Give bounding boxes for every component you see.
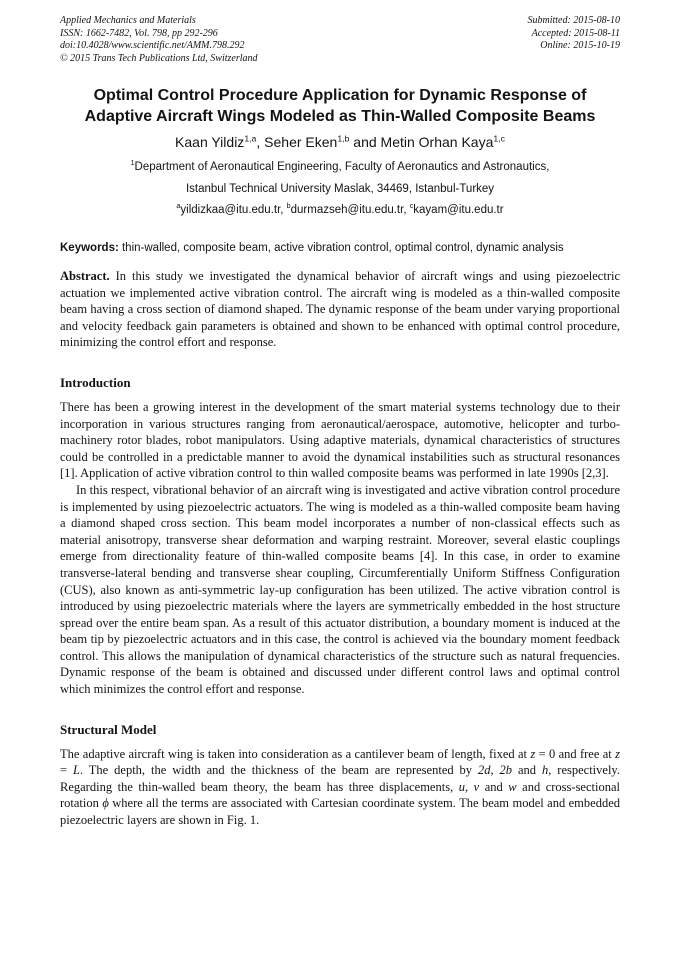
variable-z: z — [615, 746, 620, 761]
journal-header-right — [528, 15, 621, 65]
author-2-name: Seher Eken — [264, 134, 338, 150]
structural-text-segment: where all the terms are associated with Cartesian coordinate system. The beam model and embedded piezoelectric layers are shown in Fig. 1. — [60, 796, 620, 828]
keywords-text: thin-walled, composite beam, active vibration control, optimal control, dynamic analysis — [118, 242, 564, 254]
affiliation-superscript: 1 — [130, 159, 135, 168]
journal-name: Applied Mechanics and Materials — [60, 15, 196, 26]
author-emails — [60, 204, 620, 216]
section-heading-introduction: Introduction — [60, 374, 131, 390]
variable-2d: 2d — [477, 763, 491, 778]
structural-text-segment: = — [60, 763, 73, 778]
structural-text-segment: and cross-sectional rotation — [60, 779, 620, 811]
email-2-superscript: b — [286, 202, 291, 211]
affiliation-department: Department of Aeronautical Engineering, Faculty of Aeronautics and Astronautics, — [134, 161, 550, 173]
structural-text-segment: = 0 and free at — [535, 746, 616, 761]
variable-2b: 2b — [499, 763, 513, 778]
author-separator: and — [349, 134, 381, 150]
paper-title-line1: Optimal Control Procedure Application for Dynamic Response of — [93, 87, 587, 104]
structural-text-segment: The adaptive aircraft wing is taken into consideration as a cantilever beam of length, fixed at — [60, 746, 531, 761]
structural-model-paragraph — [60, 746, 620, 829]
author-1-superscript: 1,a — [244, 133, 257, 144]
variable-w: w — [508, 779, 517, 794]
email-3: kayam@itu.edu.tr — [413, 204, 504, 216]
structural-text-segment: and — [479, 779, 509, 794]
keywords-line — [60, 242, 620, 254]
abstract-text: In this study we investigated the dynamical behavior of aircraft wings and using piezoelectric actuation we implemented active vibration control. The aircraft wing is modeled as a thin-walled composite beam having a cross section of diamond shaped. The dynamic response of the beam under varying proportional and velocity feedback gain parameters is obtained and shown to be enhanced with optimal control procedure, minimizing the control effort and response. — [60, 269, 620, 350]
structural-text-segment: , — [490, 763, 500, 778]
affiliation-line2: Istanbul Technical University Maslak, 34469, Istanbul-Turkey — [185, 183, 495, 195]
author-2-superscript: 1,b — [337, 133, 350, 144]
author-3-superscript: 1,c — [493, 133, 505, 144]
keywords-label: Keywords: — [60, 242, 119, 254]
variable-phi: ϕ — [102, 796, 109, 811]
online-date: Online: 2015-10-19 — [540, 40, 620, 51]
paper-title-line2: Adaptive Aircraft Wings Modeled as Thin-Walled Composite Beams — [84, 108, 596, 125]
author-separator: , — [256, 134, 265, 150]
structural-text-segment: and — [512, 763, 542, 778]
variable-v: v — [473, 779, 480, 794]
structural-text-segment: , respectively. Regarding the thin-walled beam theory, the beam has three displacements, — [60, 763, 620, 794]
variable-z: z — [530, 746, 536, 761]
email-1: yildizkaa@itu.edu.tr, — [180, 204, 287, 216]
accepted-date: Accepted: 2015-08-11 — [531, 27, 620, 39]
email-2: durmazseh@itu.edu.tr, — [290, 204, 410, 216]
introduction-paragraph-2: In this respect, vibrational behavior of an aircraft wing is investigated and active vibration control procedure is implemented by using piezoelectric actuators. The wing is modeled as a thin-walled composite beam having a diamond shaped cross section. This beam model incorporates a number of non-classical effects such as material anisotropy, transverse shear deformation and warping restraint. Moreover, several elastic couplings emerge from directionality feature of thin-walled composite beams [4]. In this case, in order to examine transverse-lateral bending and transverse shear coupling, Circumferentially Uniform Stiffness Configuration (CUS), also known as anti-symmetric lay-up configuration has been utilized. The active vibration control is introduced by using piezoelectric materials where the layers are symmetrically embedded in the host structure spread over the entire beam span. As a result of this actuator distribution, a boundary moment is induced at the beam tip by piezoelectric actuators and in this case, the control is achieved via the boundary moment feedback control. This allows the manipulation of dynamical characteristics of the structure such as natural frequencies. Dynamic response of the beam is obtained and discussed under different control laws and optimal control which minimizes the control effort and response. — [60, 482, 620, 697]
variable-L: L — [73, 763, 80, 778]
journal-header — [60, 15, 620, 65]
variable-u: u — [458, 779, 465, 794]
journal-issn: ISSN: 1662-7482, Vol. 798, pp 292-296 — [60, 27, 218, 39]
variable-h: h — [541, 763, 549, 778]
email-3-superscript: c — [409, 202, 414, 211]
journal-header-left — [60, 15, 258, 65]
submitted-date: Submitted: 2015-08-10 — [527, 15, 620, 26]
authors-line — [60, 134, 620, 150]
introduction-paragraph-1: There has been a growing interest in the development of the smart material systems technology due to their incorporation in various structures ranging from aeronautical/aerospace, automotive, helicopter and turbo-machinery rotor blades, robot manipulators. Using adaptive materials, dynamical characteristics of structures could be controlled in a predictable manner to avoid the dynamical instabilities such as structural resonances [1]. Application of active vibration control to thin walled composite beams was performed in late 1990s [2,3]. — [60, 399, 620, 481]
journal-copyright: © 2015 Trans Tech Publications Ltd, Switzerland — [60, 52, 258, 64]
section-heading-structural-model: Structural Model — [60, 721, 157, 737]
abstract-label: Abstract. — [60, 269, 110, 283]
structural-text-segment: , — [464, 779, 474, 794]
author-1-name: Kaan Yildiz — [175, 134, 245, 150]
email-1-superscript: a — [176, 202, 181, 211]
affiliation-line1 — [60, 160, 620, 174]
abstract-paragraph — [60, 268, 620, 351]
structural-text-segment: . The depth, the width and the thickness of the beam are represented by — [79, 763, 478, 778]
paper-title — [60, 85, 620, 127]
journal-doi: doi:10.4028/www.scientific.net/AMM.798.292 — [60, 40, 245, 51]
author-3-name: Metin Orhan Kaya — [380, 134, 494, 150]
